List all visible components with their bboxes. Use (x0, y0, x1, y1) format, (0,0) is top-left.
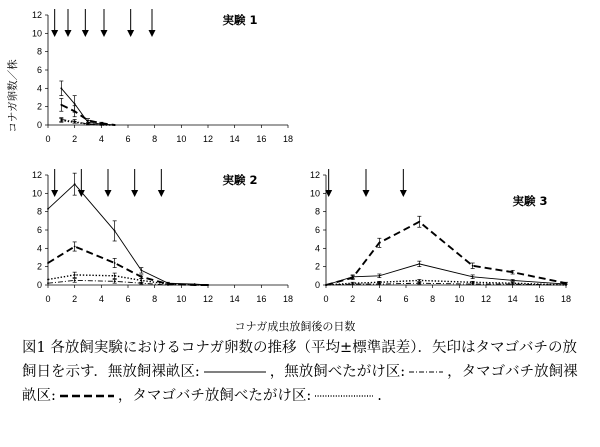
legend-line-sample (204, 368, 266, 376)
data-point (512, 283, 514, 285)
data-point (47, 279, 49, 281)
data-point (565, 284, 567, 286)
data-point (100, 124, 102, 126)
release-arrow-head (363, 190, 370, 197)
x-tick-label: 12 (202, 134, 214, 144)
y-tick-label: 10 (31, 28, 42, 39)
release-arrow-head (51, 190, 58, 197)
data-point (167, 284, 169, 286)
data-point (47, 282, 49, 284)
panel-title: 実験 1 (222, 13, 258, 27)
chart-panels (32, 9, 571, 304)
x-tick-label: 16 (256, 134, 267, 144)
x-tick-label: 8 (152, 294, 158, 304)
chart-panel-3 (310, 169, 571, 304)
y-tick-label: 6 (36, 225, 42, 235)
legend-label: 無放飼裸畝区: (107, 364, 200, 380)
legend-line-sample (60, 392, 114, 400)
release-arrow-head (78, 190, 85, 197)
x-tick-label: 0 (323, 294, 329, 304)
x-tick-label: 12 (480, 294, 492, 304)
x-tick-label: 4 (98, 134, 104, 144)
x-tick-label: 2 (72, 294, 78, 304)
y-tick-label: 2 (36, 101, 42, 112)
legend-line-sample (315, 392, 373, 400)
release-arrow-head (105, 190, 112, 197)
y-axis-label: コナガ卵数／株 (7, 59, 19, 133)
chart-panel-1 (32, 9, 293, 144)
legend-label: ，無放飼べたがけ区: (269, 364, 406, 380)
x-tick-label: 18 (560, 294, 572, 304)
x-tick-label: 8 (430, 294, 436, 304)
data-point (352, 283, 354, 285)
y-tick-label: 12 (31, 10, 42, 20)
x-tick-label: 2 (350, 294, 356, 304)
legend-line-sample (409, 368, 443, 376)
legend-label: ，タマゴバチ放飼べたがけ区: (117, 388, 312, 404)
x-tick-label: 12 (202, 294, 214, 304)
panel-title: 実験 3 (512, 194, 548, 208)
y-tick-label: 4 (36, 243, 42, 254)
y-tick-label: 8 (36, 46, 42, 57)
release-arrow-head (51, 30, 58, 37)
data-point (207, 284, 209, 286)
x-tick-label: 18 (282, 294, 294, 304)
x-tick-label: 14 (229, 294, 240, 304)
x-axis-label: コナガ成虫放飼後の日数 (234, 320, 356, 333)
data-point (47, 208, 49, 210)
x-tick-label: 14 (507, 294, 518, 304)
series-line-dashed-thick (48, 247, 208, 286)
data-point (47, 262, 49, 264)
x-tick-label: 4 (376, 294, 382, 304)
data-point (325, 284, 327, 286)
chart-panel-2 (32, 169, 293, 304)
x-tick-label: 16 (534, 294, 545, 304)
x-tick-label: 0 (45, 134, 51, 144)
data-point (194, 284, 196, 286)
y-tick-label: 0 (36, 280, 42, 290)
release-arrow-head (131, 190, 138, 197)
release-arrow-head (82, 30, 89, 37)
caption-end: . (377, 388, 382, 404)
release-arrow-head (149, 30, 156, 37)
x-tick-label: 10 (176, 294, 187, 304)
data-point (87, 123, 89, 125)
y-tick-label: 8 (314, 206, 320, 217)
release-arrow-head (65, 30, 72, 37)
figure-caption (22, 336, 588, 408)
y-tick-label: 10 (31, 188, 42, 199)
y-tick-label: 0 (36, 120, 42, 130)
y-tick-label: 4 (314, 243, 320, 254)
legend-label: ，タマゴバチ放飼裸畝区: (22, 364, 578, 404)
x-tick-label: 14 (229, 134, 240, 144)
y-tick-label: 10 (309, 188, 320, 199)
x-tick-label: 6 (125, 134, 131, 144)
y-tick-label: 4 (36, 83, 42, 94)
data-point (378, 283, 380, 285)
data-point (114, 124, 116, 126)
caption-main: 図1 各放飼実験におけるコナガ卵数の推移（平均±標準誤差）．矢印はタマゴバチの放飼日を示す． (22, 340, 577, 380)
release-arrow-head (400, 190, 407, 197)
x-tick-label: 18 (282, 134, 294, 144)
x-tick-label: 16 (256, 294, 267, 304)
x-tick-label: 8 (152, 134, 158, 144)
panel-title: 実験 2 (222, 173, 258, 187)
release-arrow-head (101, 30, 108, 37)
release-arrow-head (158, 190, 165, 197)
y-tick-label: 6 (36, 65, 42, 75)
y-tick-label: 2 (314, 261, 320, 272)
y-tick-label: 12 (31, 170, 42, 180)
data-point (472, 283, 474, 285)
y-tick-label: 6 (314, 225, 320, 235)
x-tick-label: 6 (125, 294, 131, 304)
series-line-dashed-thick (326, 222, 566, 285)
y-tick-label: 8 (36, 206, 42, 217)
series-line-solid-thin (326, 264, 566, 285)
y-tick-label: 12 (309, 170, 320, 180)
x-tick-label: 6 (403, 294, 409, 304)
x-tick-label: 2 (72, 134, 78, 144)
y-tick-label: 2 (36, 261, 42, 272)
x-tick-label: 10 (176, 134, 187, 144)
x-tick-label: 0 (45, 294, 51, 304)
x-tick-label: 4 (98, 294, 104, 304)
x-tick-label: 10 (454, 294, 465, 304)
y-tick-label: 0 (314, 280, 320, 290)
release-arrow-head (127, 30, 134, 37)
